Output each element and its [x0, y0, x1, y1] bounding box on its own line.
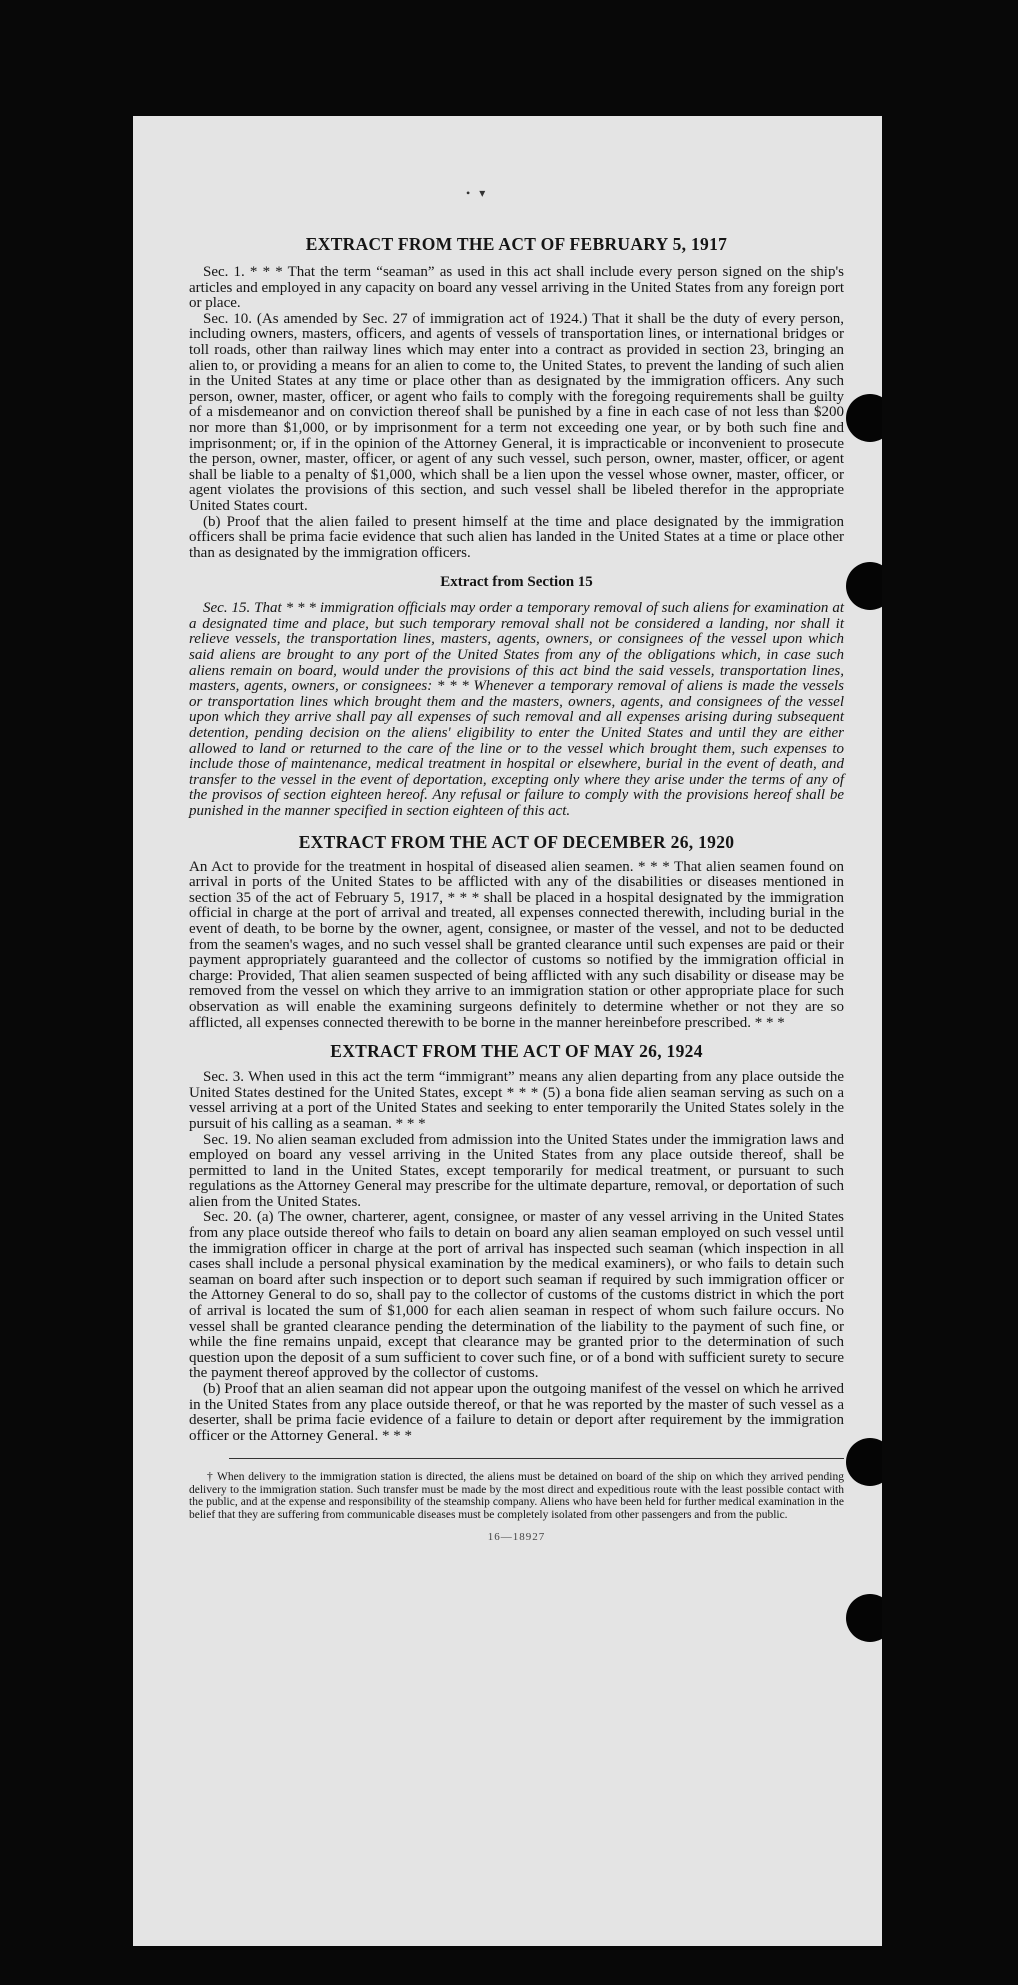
punch-hole — [846, 1594, 882, 1642]
punch-hole — [846, 394, 882, 442]
form-number: 16—18927 — [487, 1531, 546, 1543]
document-page — [133, 116, 882, 1946]
act-1917-heading: EXTRACT FROM THE ACT OF FEBRUARY 5, 1917 — [305, 234, 728, 254]
act-1924-section — [189, 1041, 844, 1444]
footnote — [189, 1471, 844, 1521]
act-1917-sec-10: Sec. 10. (As amended by Sec. 27 of immigration act of 1924.) That it shall be the duty of every person, including owners, masters, officers, and agents of vessels of transportation lines, or international bridges or toll roads, other than railway lines which may enter into a contract as provided in section 23, bringing an alien to, or providing a means for an alien to come to, the United States, to prevent the landing of such alien in the United States at any time or place other than as designated by the immigration officers. Any such person, owner, master, officer, or agent who fails to comply with the foregoing requirements shall be guilty of a misdemeanor and on conviction thereof shall be punished by a fine in each case of not less than $200 nor more than $1,000, or by imprisonment for a term not exceeding one year, or by both such fine and imprisonment; or, if in the opinion of the Attorney General, it is impracticable or inconvenient to prosecute the person, owner, master, officer, or agent of any such vessel, such person, owner, master, officer, or agent shall be liable to a penalty of $1,000, which shall be a lien upon the vessel whose owner, master, officer, or agent violates the provisions of this section, and such vessel shall be libeled therefor in the appropriate United States court. — [189, 310, 844, 514]
punch-hole — [846, 562, 882, 610]
act-1917-sec-10b: (b) Proof that the alien failed to present himself at the time and place designated by the immigration officers shall be prima facie evidence that such alien has landed in the United States at a time or place other than as designated by the immigration officers. — [189, 513, 844, 561]
act-1924-sec-19: Sec. 19. No alien seaman excluded from admission into the United States under the immigration laws and employed on board any vessel arriving in the United States from any place outside thereof, shall be permitted to land in the United States, except temporarily for medical treatment, or pursuant to such regulations as the Attorney General may prescribe for the ultimate departure, removal, or deportation of such alien from the United States. — [189, 1131, 844, 1210]
section-15-text: Sec. 15. That * * * immigration officials may order a temporary removal of such aliens for examination at a designated time and place, but such temporary removal shall not be considered a landing, nor shall it relieve vessels, the transportation lines, masters, agents, owners, or consignees of the vessel upon which said aliens are brought to any port of the United States from any of the obligations which, in case such aliens remain on board, would under the provisions of this act bind the said vessels, transportation lines, masters, agents, owners, or consignees: * * * Whenever a temporary removal of aliens is made the vessels or transportation lines which brought them and the masters, owners, agents, and consignees of the vessel upon which they arrive shall pay all expenses of such removal and all expenses arising during subsequent detention, pending decision on the aliens' eligibility to enter the United States and until they are either allowed to land or returned to the care of the line or to the vessel which brought them, such expenses to include those of maintenance, medical treatment in hospital or elsewhere, burial in the event of death, and transfer to the vessel in the event of deportation, excepting only where they arise under the terms of any of the provisos of section eighteen hereof. Any refusal or failure to comply with the provisions hereof shall be punished in the manner specified in section eighteen of this act. — [189, 600, 844, 819]
punch-hole — [846, 1438, 882, 1486]
footnote-text: † When delivery to the immigration station is directed, the aliens must be detained on board of the ship on which they arrived pending delivery to the immigration station. Such transfer must be made by the most direct and expeditious route with the least possible contact with the public, and at the expense and responsibility of the steamship company. Aliens who have been held for further medical examination in the belief that they are suffering from communicable diseases must be completely isolated from other passengers and from the public. — [189, 1471, 844, 1521]
act-1924-heading: EXTRACT FROM THE ACT OF MAY 26, 1924 — [330, 1041, 703, 1062]
act-1917-sec-1: Sec. 1. * * * That the term “seaman” as used in this act shall include every person signed on the ship's articles and employed in any capacity on board any vessel arriving in the United States from any foreign port or place. — [189, 264, 844, 312]
section-15-heading: Extract from Section 15 — [440, 574, 593, 591]
section-15-extract — [189, 572, 844, 819]
act-1924-sec-3: Sec. 3. When used in this act the term “immigrant” means any alien departing from any place outside the United States destined for the United States, except * * * (5) a bona fide alien seaman serving as such on a vessel arriving at a port of the United States and seeking to enter temporarily the United States solely in the pursuit of his calling as a seaman. * * * — [189, 1069, 844, 1132]
header-mark: • ▾ — [466, 186, 489, 200]
act-1920-text: An Act to provide for the treatment in hospital of diseased alien seamen. * * * That alien seamen found on arrival in ports of the United States to be afflicted with any of the disabilities or diseases mentioned in section 35 of the act of February 5, 1917, * * * shall be placed in a hospital designated by the immigration official in charge at the port of arrival and treated, all expenses connected therewith, including burial in the event of death, to be borne by the owner, agent, consignee, or master of the vessel, and not to be deducted from the seamen's wages, and no such vessel shall be granted clearance until such expenses are paid or their payment appropriately guaranteed and the collector of customs so notified by the immigration official in charge: Provided, That alien seamen suspected of being afflicted with any such disability or disease may be removed from the vessel on which they arrive to an immigration station or other appropriate place for such observation as will enable the examining surgeons definitely to determine whether or not they are so afflicted, all expenses connected therewith to be borne in the manner hereinbefore prescribed. * * * — [189, 858, 844, 1031]
act-1920-section — [189, 832, 844, 1032]
act-1924-sec-20b: (b) Proof that an alien seaman did not appear upon the outgoing manifest of the vessel on which he arrived in the United States from any place outside thereof, or that he was reported by the master of such vessel as a deserter, shall be prima facie evidence of a failure to detain or deport after requirement by the immigration officer or the Attorney General. * * * — [189, 1381, 844, 1444]
act-1924-sec-20a: Sec. 20. (a) The owner, charterer, agent, consignee, or master of any vessel arriving in the United States from any place outside thereof who fails to detain on board any alien seaman employed on such vessel until the immigration officer in charge at the port of arrival has inspected such seaman (which inspection in all cases shall include a personal physical examination by the medical examiners), or who fails to detain such seaman on board after such inspection or to deport such seaman if required by such immigration officer or the Attorney General to do so, shall pay to the collector of customs of the customs district in which the port of arrival is located the sum of $1,000 for each alien seaman in respect of whom such failure occurs. No vessel shall be granted clearance pending the determination of the liability to the payment of such fine, or while the fine remains unpaid, except that clearance may be granted prior to the determination of such question upon the deposit of a sum sufficient to cover such fine, or of a bond with sufficient surety to secure the payment thereof approved by the collector of customs. — [189, 1209, 844, 1382]
act-1920-heading: EXTRACT FROM THE ACT OF DECEMBER 26, 1920 — [298, 831, 735, 852]
act-1917-section — [189, 234, 844, 561]
